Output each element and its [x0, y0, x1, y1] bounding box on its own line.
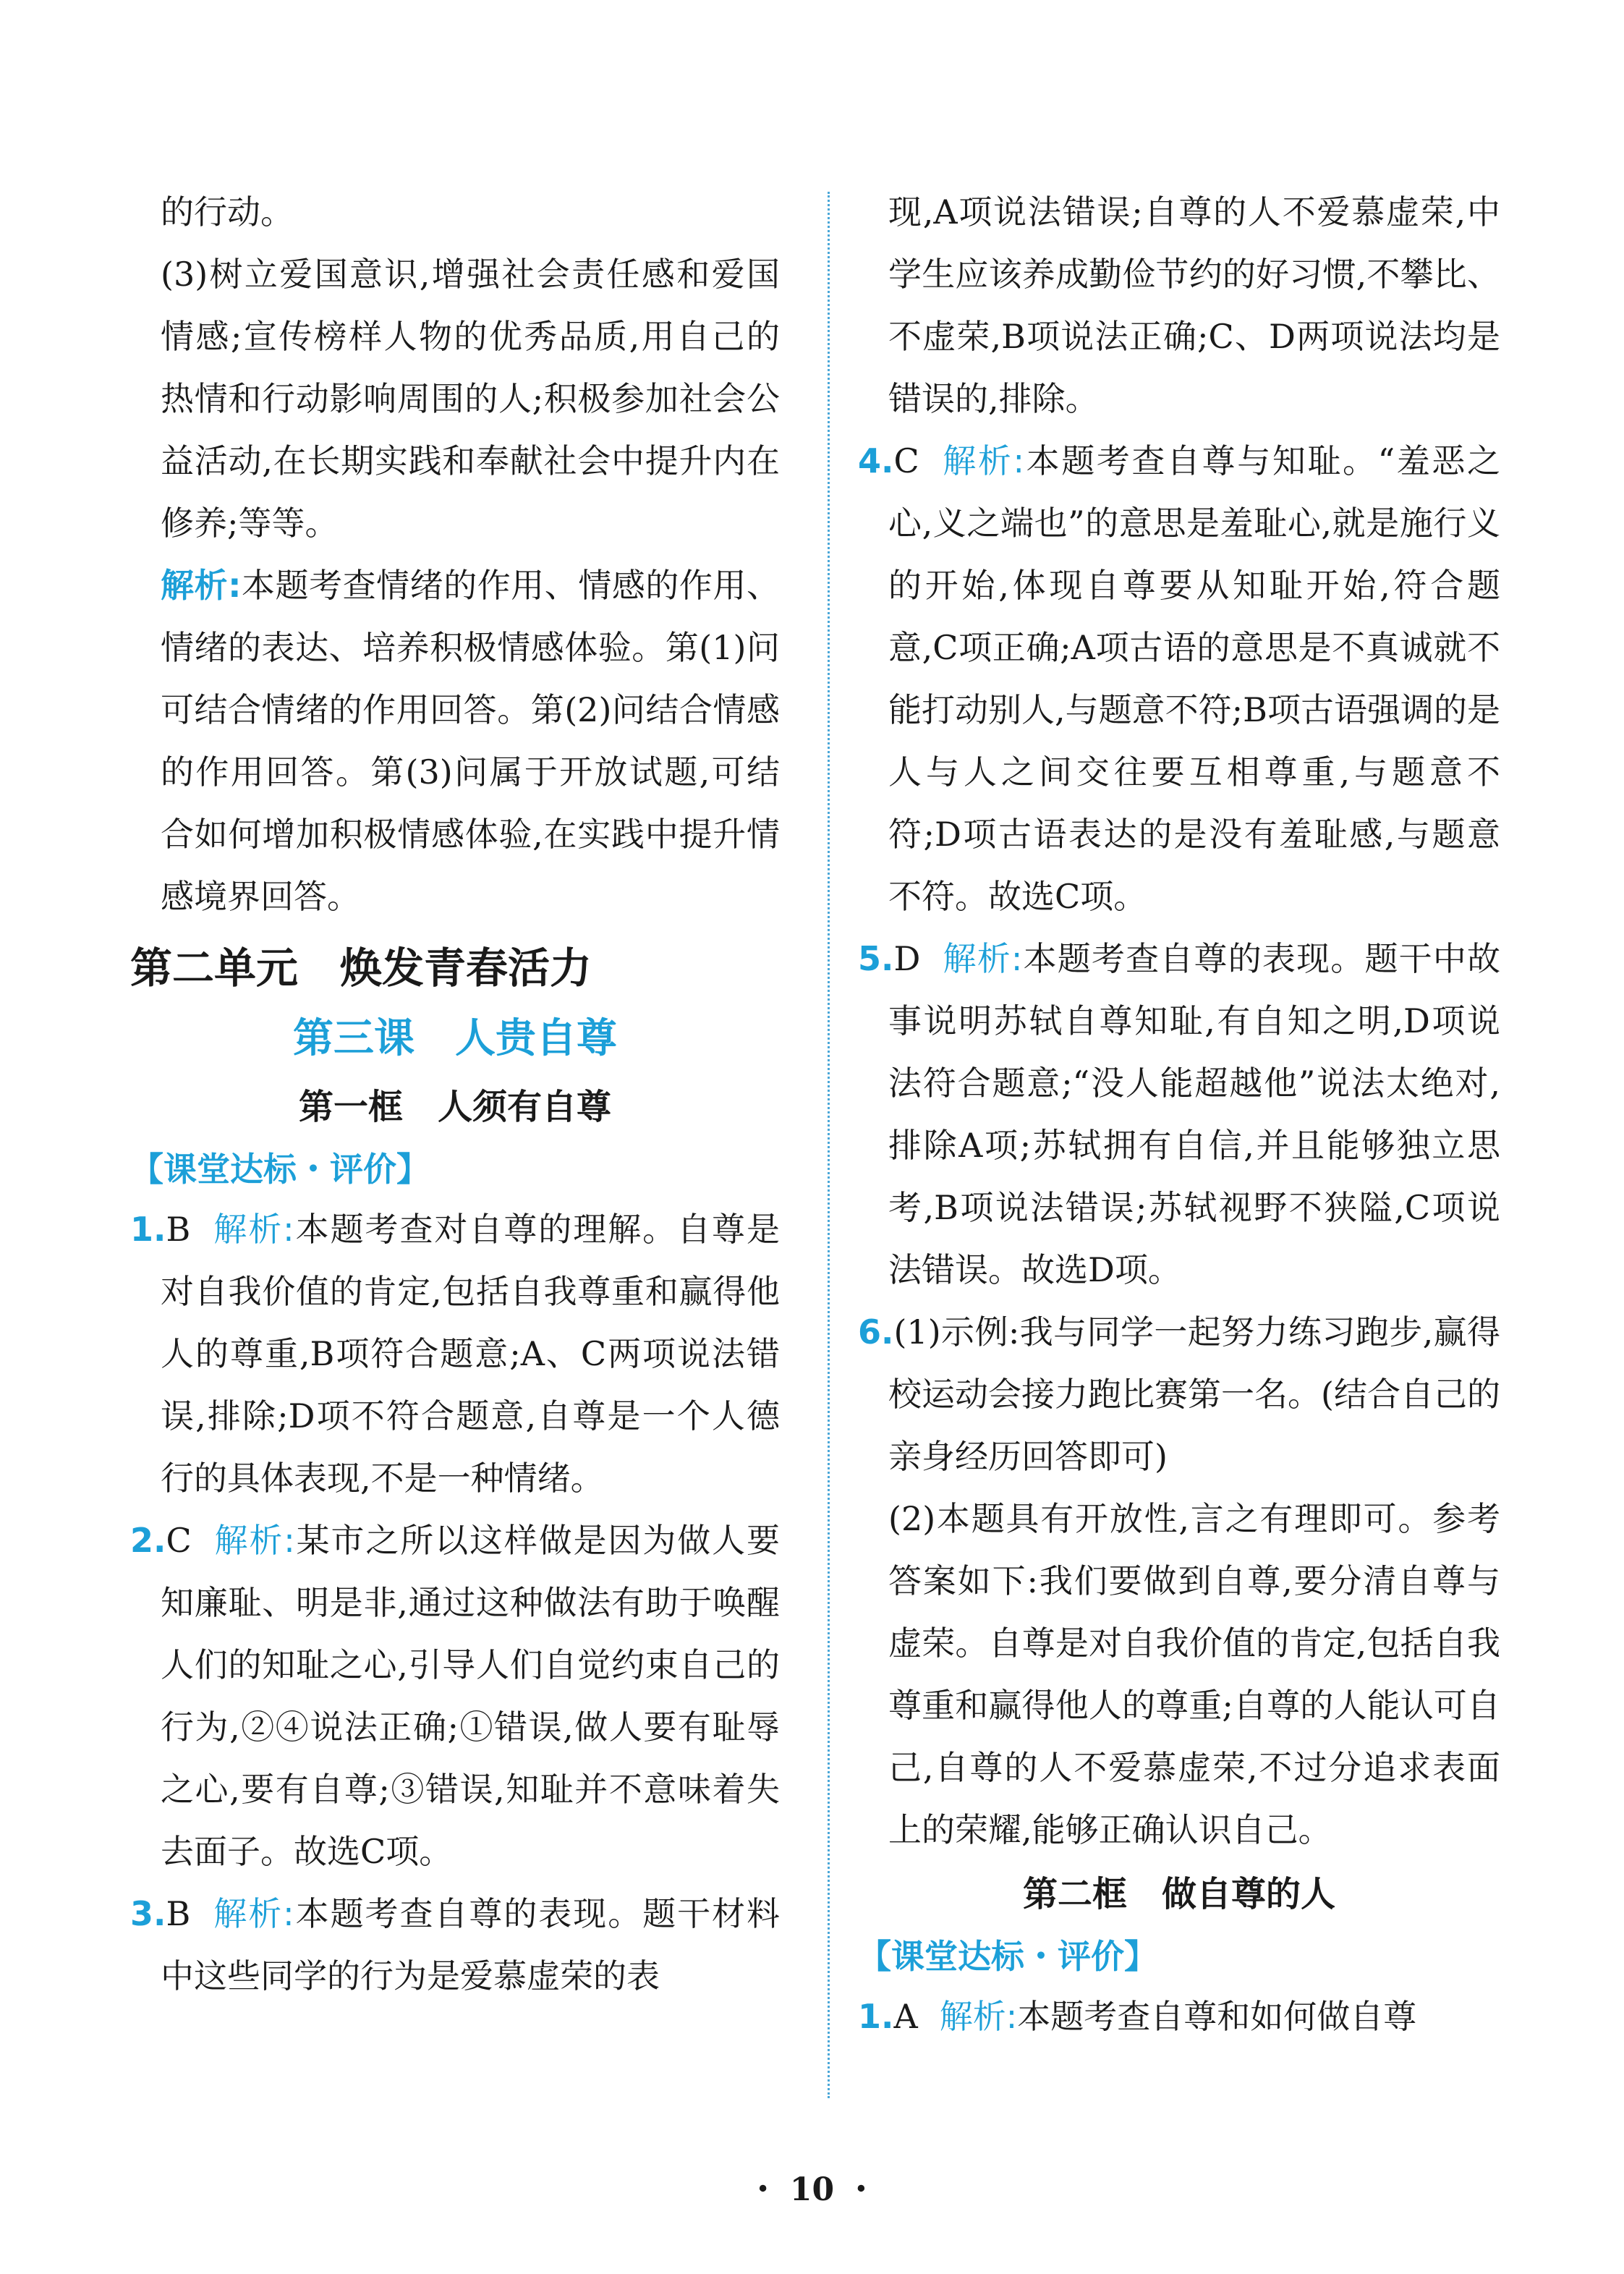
analysis-text: 本题考查自尊与知耻。“羞恶之心,义之端也”的意思是羞耻心,就是施行义的开始,体现自尊要从知耻开始,符合题意,C项正确;A项古语的意思是不真诚就不能打动别人,与题意不符;B项古语强调的是人与人之间交往要互相尊重,与题意不符;D项古语表达的是没有羞耻感,与题意不符。故选C项。	[888, 441, 1500, 916]
analysis-text: 本题考查情绪的作用、情感的作用、情绪的表达、培养积极情感体验。第(1)问可结合情绪的作用回答。第(2)问结合情感的作用回答。第(3)问属于开放试题,可结合如何增加积极情感体验,在实践中提升情感境界回答。	[161, 566, 780, 916]
analysis-text: 现,A项说法错误;自尊的人不爱慕虚荣,中学生应该养成勤俭节约的好习惯,不攀比、不虚荣,B项说法正确;C、D两项说法均是错误的,排除。	[888, 192, 1500, 418]
answer-letter: D	[893, 939, 921, 978]
frame-title: 第二框 做自尊的人	[1022, 1874, 1335, 1914]
answer-letter: A	[893, 1997, 918, 2036]
analysis-label: 解析:	[940, 441, 1024, 480]
analysis-label: 解析:	[212, 1894, 294, 1933]
question-number: 5.	[858, 939, 894, 978]
analysis-label: 解析:	[942, 939, 1023, 978]
column-divider	[828, 192, 830, 2098]
answer-text: (1)示例:我与同学一起努力练习跑步,赢得校运动会接力跑比赛第一名。(结合自己的亲身经历回答即可)	[888, 1312, 1500, 1476]
answer-letter: B	[166, 1894, 191, 1933]
answer-letter: C	[166, 1521, 192, 1560]
answer-letter: B	[166, 1210, 191, 1249]
question-item	[130, 1509, 780, 1883]
section-tag: 【课堂达标・评价】	[858, 1937, 1157, 1976]
question-number: 1.	[858, 1997, 894, 2036]
question-number: 2.	[130, 1521, 166, 1560]
left-column	[130, 181, 780, 2007]
question-number: 4.	[858, 441, 894, 480]
question-item	[858, 1985, 1500, 2048]
analysis-text: 本题考查自尊的表现。题干中故事说明苏轼自尊知耻,有自知之明,D项说法符合题意;“没人能超越他”说法太绝对,排除A项;苏轼拥有自信,并且能够独立思考,B项说法错误;苏轼视野不狭隘,C项说法错误。故选D项。	[888, 939, 1501, 1289]
analysis-label: 解析:	[212, 1210, 294, 1249]
question-item	[858, 430, 1500, 928]
analysis-text: 某市之所以这样做是因为做人要知廉耻、明是非,通过这种做法有助于唤醒人们的知耻之心,引导人们自觉约束自己的行为,②④说法正确;①错误,做人要有耻辱之心,要有自尊;③错误,知耻并不意味着失去面子。故选C项。	[161, 1521, 781, 1871]
question-number: 6.	[858, 1312, 894, 1352]
lesson-title: 第三课 人贵自尊	[293, 1015, 617, 1062]
question-item	[130, 1198, 780, 1509]
right-column	[858, 181, 1500, 2048]
analysis-text: 本题考查对自尊的理解。自尊是对自我价值的肯定,包括自我尊重和赢得他人的尊重,B项符合题意;A、C两项说法错误,排除;D项不符合题意,自尊是一个人德行的具体表现,不是一种情绪。	[161, 1210, 780, 1498]
analysis-label: 解析:	[213, 1521, 295, 1560]
analysis-label: 解析:	[161, 566, 242, 605]
analysis-label: 解析:	[939, 1997, 1018, 2036]
question-number: 1.	[130, 1210, 166, 1249]
question-item	[858, 1301, 1500, 1488]
answer-text: (3)树立爱国意识,增强社会责任感和爱国情感;宣传榜样人物的优秀品质,用自己的热情和行动影响周围的人;积极参加社会公益活动,在长期实践和奉献社会中提升内在修养;等等。	[161, 255, 780, 543]
frame-title: 第一框 人须有自尊	[298, 1087, 611, 1127]
question-item	[130, 1883, 780, 2007]
analysis-paragraph	[130, 554, 780, 928]
answer-text: 的行动。	[161, 192, 294, 232]
question-item	[858, 928, 1500, 1301]
question-number: 3.	[130, 1894, 166, 1933]
answer-text: (2)本题具有开放性,言之有理即可。参考答案如下:我们要做到自尊,要分清自尊与虚荣。自尊是对自我价值的肯定,包括自我尊重和赢得他人的尊重;自尊的人能认可自己,自尊的人不爱慕虚荣,不过分追求表面上的荣耀,能够正确认识自己。	[888, 1499, 1500, 1849]
unit-title: 第二单元 焕发青春活力	[130, 943, 592, 993]
page-number: ・ 10 ・	[747, 2171, 877, 2208]
analysis-text: 本题考查自尊的表现。题干材料中这些同学的行为是爱慕虚荣的表	[161, 1894, 780, 1995]
answer-letter: C	[893, 441, 919, 480]
section-tag: 【课堂达标・评价】	[130, 1150, 430, 1189]
analysis-text: 本题考查自尊和如何做自尊	[1017, 1997, 1417, 2036]
